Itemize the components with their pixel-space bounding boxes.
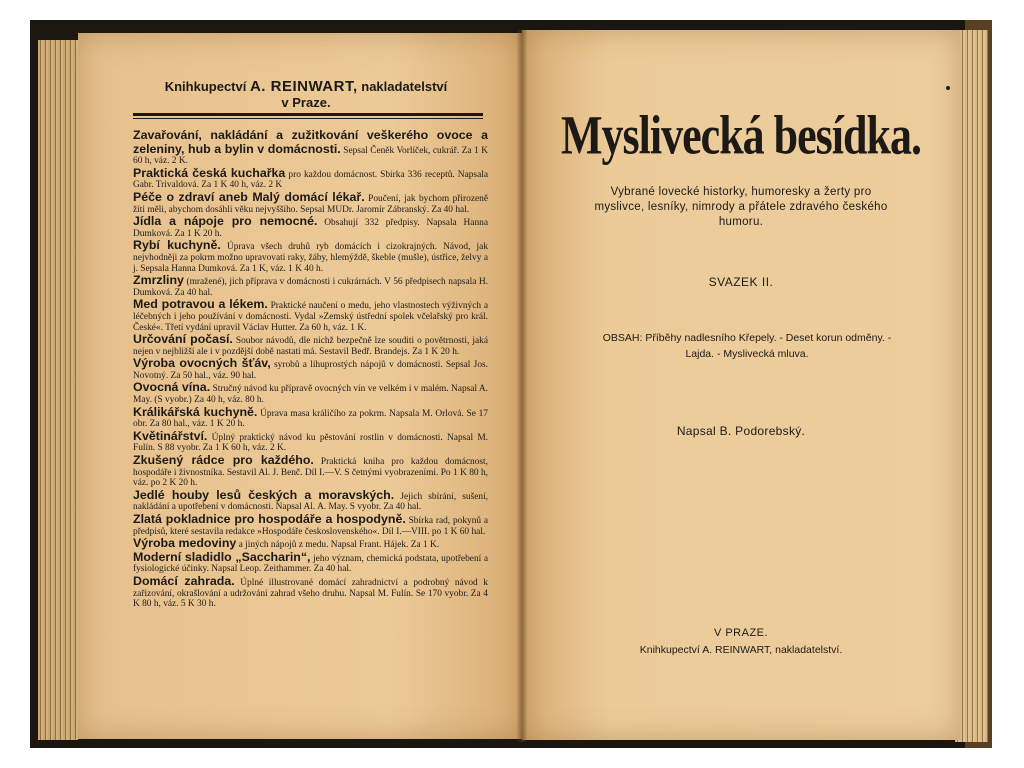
catalog-entry-description: pro každou domácnost. Sbírka 336 receptů. Napsala Gabr. Trivaldová. Za 1 K 40 h, váz. 2 K — [133, 169, 489, 191]
catalog-entry — [133, 357, 488, 381]
catalog-entry — [133, 298, 488, 333]
catalog-entry-title: Květinářství. — [133, 428, 208, 443]
author-line: Napsal B. Podorebský. — [676, 424, 806, 438]
catalog-entry-description: Úprava všech druhů ryb domácích i cizokrajných. Návod, jak nejvhodněji za pokrm možno upravovati raky, žáby, hlemýždě, škeble (mušle), ústřice, želvy a j. Sepsala Hanna Dumková. Za 1 K, váz. 1 K 40 h. — [133, 242, 489, 274]
catalog-entry — [133, 381, 488, 405]
catalog-entry-description: syrobů a lihuprostých nápojů v domácnosti. Sepsal Jos. Novotný. Za 50 hal., váz. 90 hal. — [133, 360, 488, 381]
catalog-entry — [133, 274, 488, 298]
catalog-entry-description: Úplný praktický návod ku pěstování rostlin v domácnosti. Napsal M. Fulín. S 88 vyobr. Za 1 K 60 h, váz. 2 K. — [133, 432, 488, 454]
catalog-entry-title: Rybí kuchyně. — [133, 238, 221, 253]
imprint-city: V PRAZE. — [713, 627, 769, 639]
publisher-header — [136, 79, 476, 111]
catalog-entry-description: a jiných nápojů z medu. Napsal Frant. Hájek. Za 1 K. — [238, 540, 440, 551]
book-catalog-list — [133, 129, 488, 610]
catalog-entry — [133, 575, 488, 610]
catalog-entry — [133, 239, 488, 274]
catalog-entry-description: Obsahují 332 předpisy. Napsala Hanna Dumková. Za 1 K 20 h. — [133, 218, 488, 239]
book-title: Myslivecká besídka. — [561, 104, 921, 167]
catalog-entry-title: Určování počasí. — [133, 332, 233, 347]
catalog-entry-title: Zavařování, nakládání a zužitkování veškerého ovoce a zeleniny, hub a bylin v domácnosti. — [133, 128, 488, 156]
catalog-entry-title: Med potravou a lékem. — [133, 297, 268, 312]
ink-mark — [946, 86, 950, 90]
catalog-entry-description: Jejich sbírání, sušení, nakládání a upotřebení v domácnosti. Napsal Al. A. May. S vyobr. Za 40 hal. — [133, 491, 489, 513]
header-rule-thick — [133, 113, 483, 116]
catalog-entry — [133, 215, 488, 239]
catalog-entry-description: jeho význam, chemická podstata, upotřebení a fysiologické účinky. Napsal Leop. Zeithammer. Za 40 hal. — [133, 553, 489, 575]
catalog-entry-description: Soubor návodů, dle nichž bezpečně lze souditi o povětrnosti, jaká nejen v nejbližší ale i v pozdější době nastati má. Sestavil Bedř. Brandejs. Za 1 K 20 h. — [133, 336, 488, 357]
catalog-entry-description: Sbírka rad, pokynů a předpisů, které sestavila redakce »Hospodáře československého«. Díl I.—VIII. po 1 K 60 hal. — [133, 516, 489, 537]
catalog-entry-title: Péče o zdraví aneb Malý domácí lékař. — [133, 189, 365, 204]
catalog-entry-description: Poučení, jak bychom přirozeně žíti měli, abychom dosáhli věku nejvyššího. Sepsal MUDr. Jaromír Zábranský. Za 40 hal. — [133, 193, 488, 215]
catalog-entry — [133, 513, 488, 537]
imprint-publisher: Knihkupectví A. REINWART, nakladatelství. — [639, 644, 843, 656]
contents-block — [602, 330, 892, 362]
book-subtitle: Vybrané lovecké historky, humoresky a žerty pro myslivce, lesníky, nimrody a přátele zdravého českého humoru. — [594, 186, 888, 228]
catalog-entry — [133, 537, 488, 551]
catalog-entry — [133, 430, 488, 454]
right-page — [522, 30, 960, 740]
catalog-entry-description: Úplné illustrované domácí zahradnictví a podrobný návod k zařizování, okrašlování a udržování zahrad všeho druhu. Napsal M. Fulín. Se 170 vyobr. Za 4 K 80 h, váz. 5 K 30 h. — [133, 577, 488, 610]
catalog-entry-title: Jídla a nápoje pro nemocné. — [133, 214, 318, 229]
catalog-entry-title: Domácí zahrada. — [133, 573, 235, 588]
catalog-entry-description: Praktická kniha pro každou domácnost, hospodáře i živnostníka. Sestavil Al. J. Benč. Díl I.—V. S četnými vyobrazeními. Po 1 K 80 h, váz. po 2 K 20 h. — [133, 457, 488, 489]
catalog-entry-title: Výroba ovocných šťáv, — [133, 356, 271, 371]
catalog-entry-title: Zkušený rádce pro každého. — [133, 453, 314, 468]
publisher-suffix: nakladatelství — [361, 79, 448, 94]
catalog-entry — [133, 406, 488, 430]
catalog-entry — [133, 167, 488, 191]
left-page — [78, 33, 524, 739]
catalog-entry — [133, 454, 488, 489]
catalog-entry — [133, 489, 488, 513]
catalog-entry — [133, 333, 488, 357]
volume-number: SVAZEK II. — [708, 275, 774, 289]
catalog-entry-title: Moderní sladidlo „Saccharin“, — [133, 549, 311, 564]
publisher-city: v Praze. — [281, 95, 331, 110]
catalog-entry-title: Jedlé houby lesů českých a moravských. — [133, 487, 395, 502]
catalog-entry-description: (mražené), jich příprava v domácnosti i cukrárnách. V 56 předpisech napsala H. Dumková. Za 40 hal. — [133, 277, 489, 298]
left-page-edges — [38, 40, 78, 740]
catalog-entry-title: Výroba medoviny — [133, 536, 237, 551]
book-gutter — [517, 30, 527, 742]
contents-text: Příběhy nadlesního Křepely. - Deset korun odměny. - Lajda. - Myslivecká mluva. — [645, 332, 892, 360]
header-rule-thin — [133, 118, 483, 119]
catalog-entry-description: Úprava masa králičího za pokrm. Napsala M. Orlová. Se 17 obr. Za 80 hal., váz. 1 K 20 h. — [133, 408, 488, 430]
catalog-entry-description: Praktické naučení o medu, jeho vlastnostech výživných a léčebných i jeho používání v domácnosti. Vydal »Zemský ústřední spolek včelařský pro král. České«. Třetí vydání upravil Václav Hutter. Za 60 h, váz. 1 K. — [133, 301, 488, 333]
catalog-entry-description: Stručný návod ku přípravě ovocných vín ve velkém i v malém. Napsal A. May. (S vyobr.) Za 40 h, váz. 80 h. — [133, 384, 488, 406]
publisher-prefix: Knihkupectví — [164, 79, 247, 94]
catalog-entry — [133, 551, 488, 575]
catalog-entry-description: Sepsal Čeněk Vorlíček, cukrář. Za 1 K 60 h, váz. 2 K. — [133, 145, 488, 167]
catalog-entry-title: Králikářská kuchyně. — [133, 404, 258, 419]
catalog-entry — [133, 129, 488, 167]
catalog-entry-title: Ovocná vína. — [133, 380, 211, 395]
catalog-entry-title: Zlatá pokladnice pro hospodáře a hospodyně. — [133, 512, 406, 526]
contents-label: OBSAH: — [602, 332, 643, 344]
catalog-entry-title: Praktická česká kuchařka — [133, 165, 286, 180]
catalog-entry — [133, 191, 488, 215]
publisher-name: A. REINWART, — [249, 78, 358, 95]
catalog-entry-title: Zmrzliny — [133, 273, 184, 288]
